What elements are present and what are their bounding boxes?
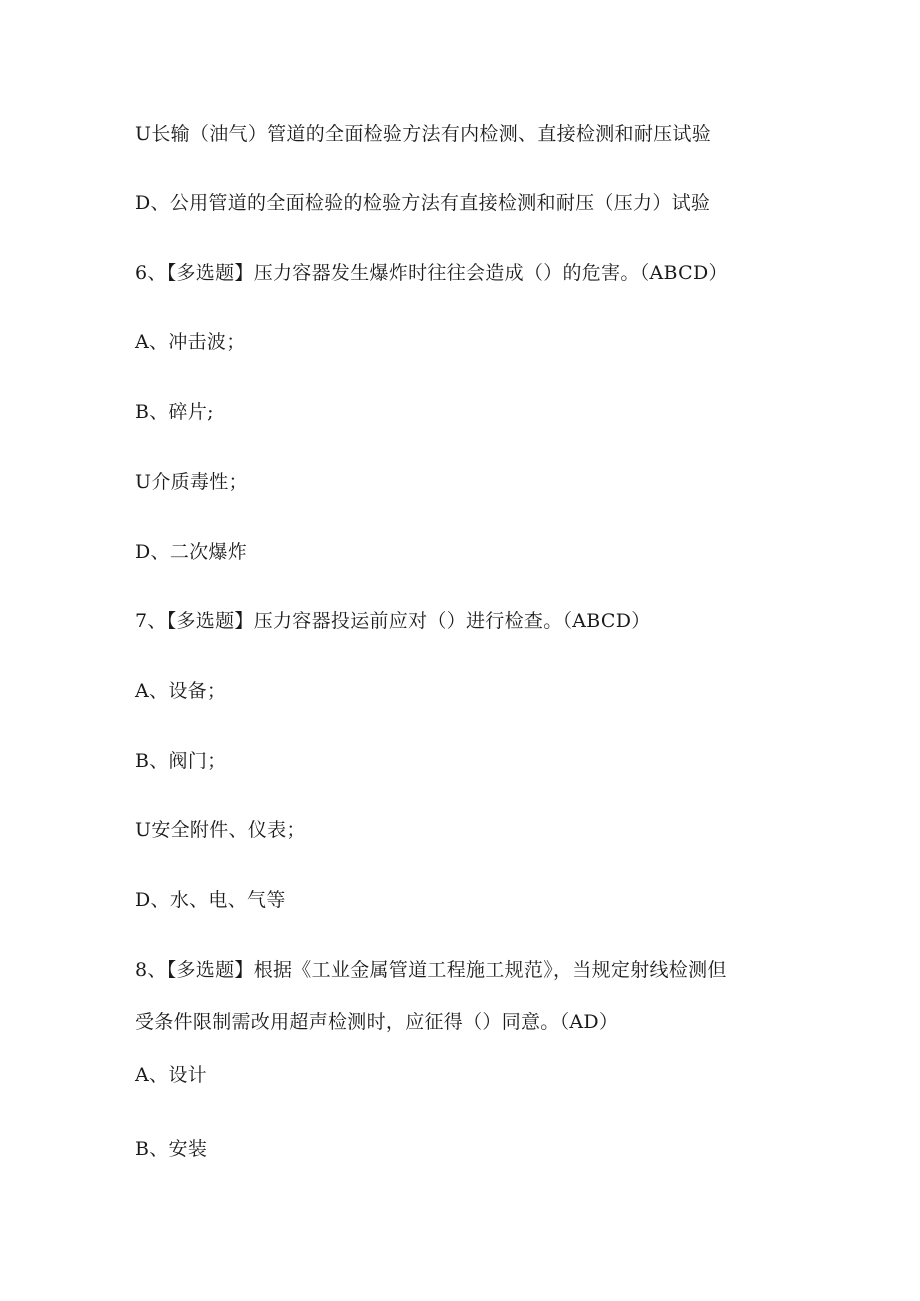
option-d-q6: D、二次爆炸 [135, 541, 248, 563]
option-a-q6: A、冲击波； [135, 331, 246, 353]
option-a-q7: A、设备； [135, 680, 227, 702]
question-8-line-1: 8、【多选题】根据《工业金属管道工程施工规范》，当规定射线检测但 [135, 959, 727, 981]
option-c-q5: U长输（油气）管道的全面检验方法有内检测、直接检测和耐压试验 [135, 123, 712, 145]
option-a-q8: A、设计 [135, 1064, 207, 1086]
option-d-q7: D、水、电、气等 [135, 889, 286, 911]
option-b-q7: B、阀门； [135, 750, 227, 772]
option-c-q7: U安全附件、仪表； [135, 819, 306, 841]
question-7: 7、【多选题】压力容器投运前应对（）进行检查。（ABCD） [135, 610, 651, 632]
option-d-q5: D、公用管道的全面检验的检验方法有直接检测和耐压（压力）试验 [135, 192, 711, 214]
question-8-line-2: 受条件限制需改用超声检测时，应征得（）同意。（AD） [135, 1011, 619, 1033]
question-6: 6、【多选题】压力容器发生爆炸时往往会造成（）的危害。（ABCD） [135, 262, 728, 284]
option-b-q6: B、碎片; [135, 401, 214, 423]
option-c-q6: U介质毒性； [135, 471, 248, 493]
option-b-q8: B、安装 [135, 1138, 208, 1160]
